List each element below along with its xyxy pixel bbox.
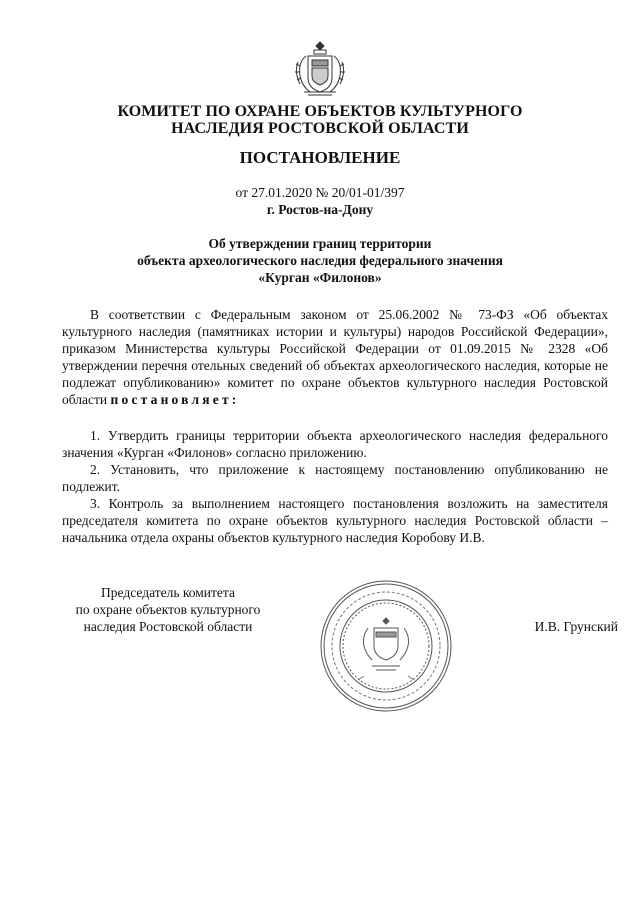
item-3: 3. Контроль за выполнением настоящего постановления возложить на заместителя председателя комитета по охране объектов культурного наследия Ростовской области – начальника отдела охраны объектов культурного наследия Коробову И.В. bbox=[62, 496, 608, 545]
item-1: 1. Утвердить границы территории объекта археологического наследия федерального значения «Курган «Филонов» согласно приложению. bbox=[62, 428, 608, 460]
signatory-title-line3: наследия Ростовской области bbox=[83, 619, 253, 634]
document-date-number: от 27.01.2020 № 20/01-01/397 bbox=[235, 185, 405, 200]
preamble-text: В соответствии с Федеральным законом от 25.06.2002 № 73-ФЗ «Об объектах культурного наследия (памятниках истории и культуры) народов Российской Федерации», приказом Министерства культуры Российской Федерации от 01.09.2015 № 2328 «Об утверждении перечня отельных сведений об объектах археологического наследия, которые не подлежат опубликованию» комитет по охране объектов культурного наследия Ростовской области bbox=[62, 307, 608, 407]
signatory-title-line2: по охране объектов культурного bbox=[75, 602, 261, 617]
coat-of-arms-icon bbox=[290, 38, 350, 100]
document-type: ПОСТАНОВЛЕНИЕ bbox=[239, 148, 401, 167]
resolves-word: постановляет: bbox=[110, 392, 240, 407]
subject-line1: Об утверждении границ территории bbox=[208, 236, 432, 251]
official-seal-icon bbox=[318, 578, 454, 714]
organization-name-line2: НАСЛЕДИЯ РОСТОВСКОЙ ОБЛАСТИ bbox=[171, 120, 469, 137]
item-2: 2. Установить, что приложение к настоящему постановлению опубликованию не подлежит. bbox=[62, 462, 608, 494]
signatory-title bbox=[50, 584, 286, 635]
preamble-paragraph bbox=[62, 306, 608, 408]
document-city: г. Ростов-на-Дону bbox=[266, 202, 374, 217]
organization-name-line1: КОМИТЕТ ПО ОХРАНЕ ОБЪЕКТОВ КУЛЬТУРНОГО bbox=[117, 103, 523, 120]
subject-line2: объекта археологического наследия федерального значения bbox=[137, 253, 503, 268]
signatory-title-line1: Председатель комитета bbox=[101, 585, 235, 600]
signatory-name: И.В. Грунский bbox=[534, 619, 618, 634]
subject-line3: «Курган «Филонов» bbox=[258, 270, 382, 285]
